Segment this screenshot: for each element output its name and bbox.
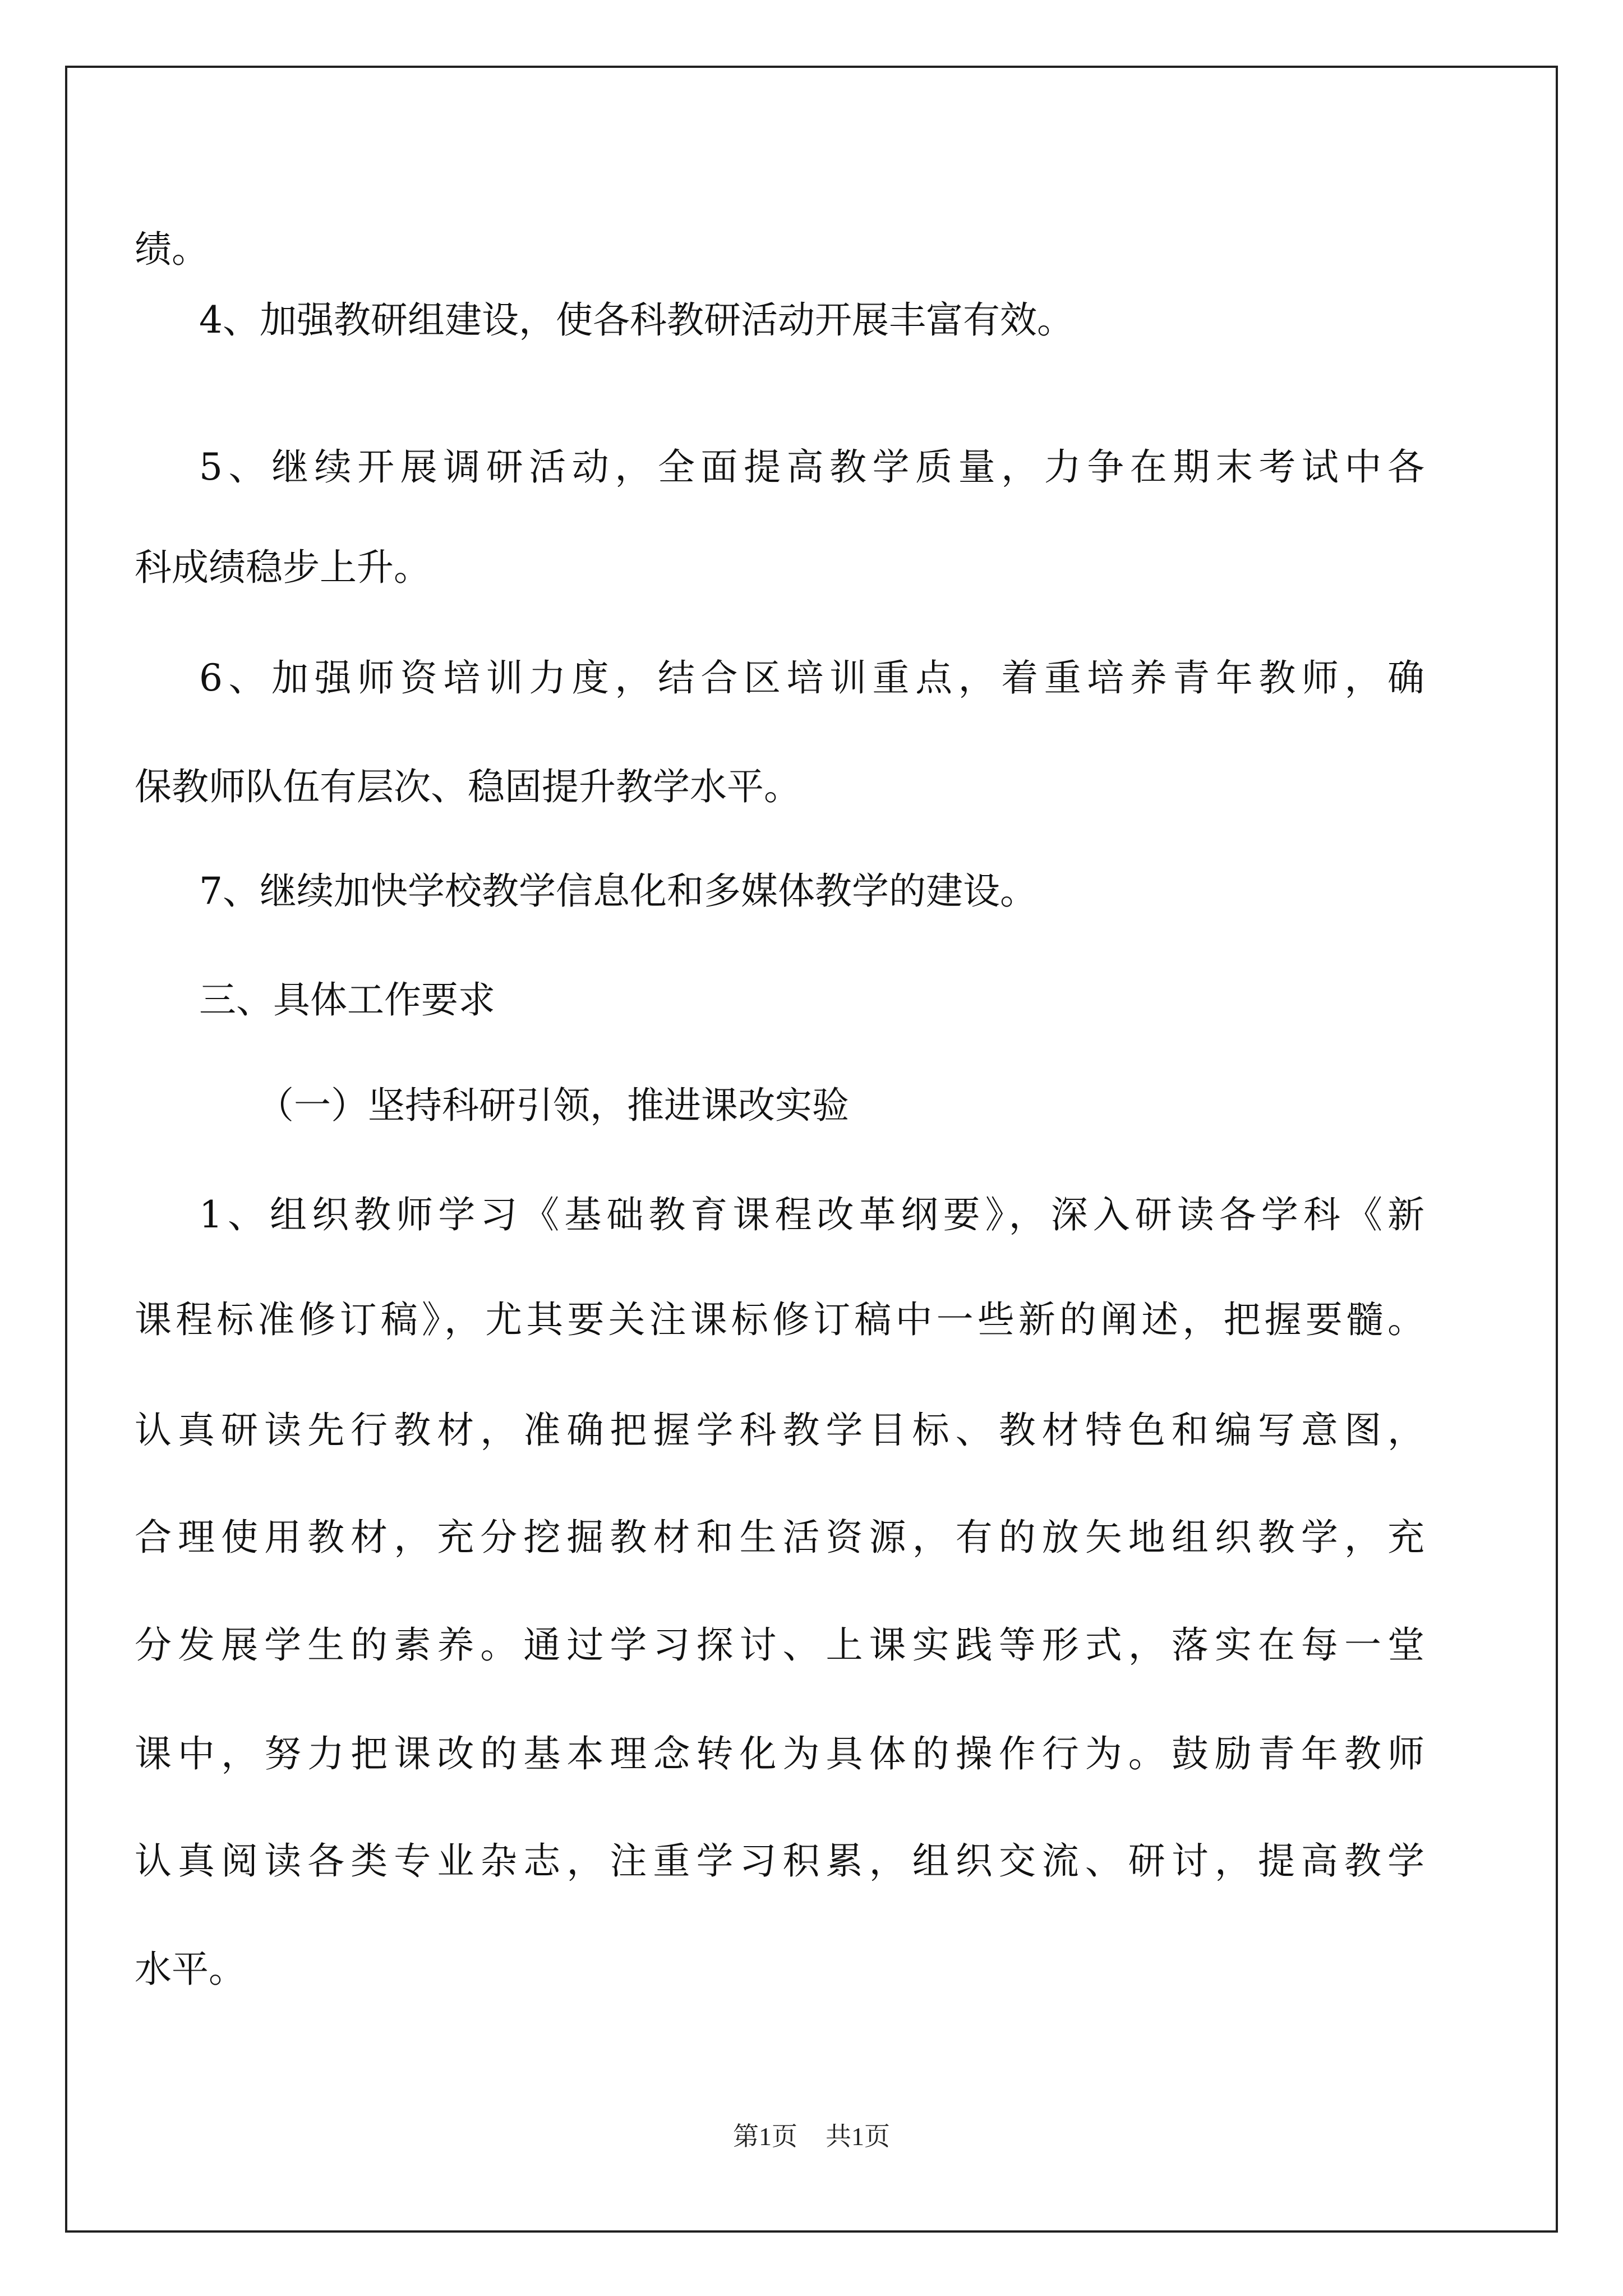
text-line: 认真阅读各类专业杂志，注重学习积累，组织交流、研讨，提高教学 [135,1839,1424,1883]
text-line: 分发展学生的素养。通过学习探讨、上课实践等形式，落实在每一堂 [135,1623,1424,1667]
text-line: 合理使用教材，充分挖掘教材和生活资源，有的放矢地组织教学，充 [135,1516,1424,1559]
text-line: 7、继续加快学校教学信息化和多媒体教学的建设。 [199,869,1037,913]
page-number: 第1页 [733,2122,797,2151]
text-line: 保教师队伍有层次、稳固提升教学水平。 [135,765,801,808]
text-line: 课程标准修订稿》，尤其要关注课标修订稿中一些新的阐述，把握要髓。 [135,1298,1424,1341]
text-line: 6、加强师资培训力度，结合区培训重点，着重培养青年教师，确 [199,656,1424,700]
text-line: 1、组织教师学习《基础教育课程改革纲要》，深入研读各学科《新 [199,1193,1424,1236]
text-line: 5、继续开展调研活动，全面提高教学质量，力争在期末考试中各 [199,445,1424,489]
text-line: 水平。 [135,1948,246,1991]
page-footer [0,2116,1623,2153]
text-line: 绩。 [135,228,209,271]
section-heading: 三、具体工作要求 [199,978,495,1022]
page-total: 共1页 [826,2122,890,2151]
text-line: 课中，努力把课改的基本理念转化为具体的操作行为。鼓励青年教师 [135,1732,1424,1775]
text-line: 科成绩稳步上升。 [135,546,431,589]
subsection-heading: （一）坚持科研引领，推进课改实验 [257,1084,849,1127]
text-line: 认真研读先行教材，准确把握学科教学目标、教材特色和编写意图， [135,1409,1424,1452]
text-line: 4、加强教研组建设，使各科教研活动开展丰富有效。 [199,298,1074,342]
